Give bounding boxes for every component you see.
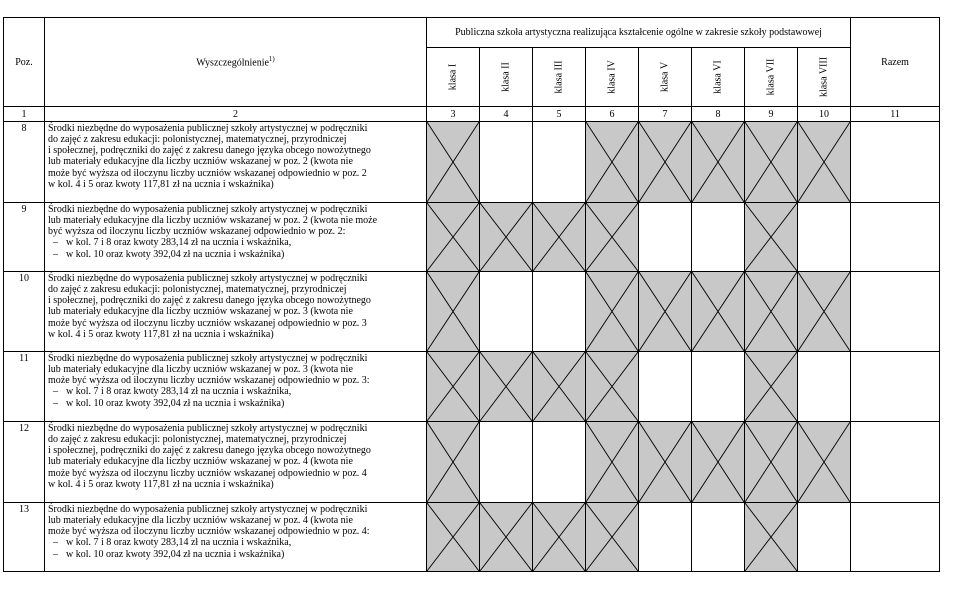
description-line: do zajęć z zakresu edukacji: polonistycznej, matematycznej, przyrodniczej [48, 134, 347, 146]
description-line: w kol. 4 i 5 oraz kwoty 117,81 zł na ucznia i wskaźnika) [48, 478, 274, 490]
cross-mark-icon [692, 272, 744, 351]
crossed-cell-class-4 [586, 122, 639, 203]
header-class-3 [533, 48, 586, 107]
header-class-label: klasa VII [765, 58, 777, 96]
cross-mark-icon [745, 272, 797, 351]
crossed-cell-class-8 [798, 422, 851, 503]
description-line: w kol. 4 i 5 oraz kwoty 117,81 zł na ucznia i wskaźnika) [48, 178, 274, 190]
description-line: lub materiały edukacyjne dla liczby uczniów wskazanej w poz. 3 (kwota nie [48, 364, 353, 376]
row-description [45, 503, 427, 572]
razem-cell [851, 203, 940, 272]
header-class-2 [480, 48, 533, 107]
row-position: 9 [4, 203, 45, 272]
crossed-cell-class-2 [480, 503, 533, 572]
cross-mark-icon [639, 122, 691, 202]
crossed-cell-class-4 [586, 503, 639, 572]
description-line: może być wyższa od iloczynu liczby uczniów wskazanej odpowiednio w poz. 3 [48, 317, 367, 329]
column-number-6: 6 [586, 107, 639, 122]
crossed-cell-class-7 [745, 352, 798, 422]
empty-cell-class-3 [533, 122, 586, 203]
crossed-cell-class-7 [745, 503, 798, 572]
dash-bullet: – [53, 537, 58, 549]
description-dash-item: – w kol. 7 i 8 oraz kwoty 283,14 zł na ucznia i wskaźnika, [53, 386, 292, 398]
cross-mark-icon [586, 122, 638, 202]
crossed-cell-class-1 [427, 422, 480, 503]
crossed-cell-class-6 [692, 272, 745, 352]
cross-mark-icon [427, 503, 479, 571]
empty-cell-class-8 [798, 203, 851, 272]
cross-mark-icon [480, 203, 532, 271]
description-line: do zajęć z zakresu edukacji: polonistycznej, matematycznej, przyrodniczej [48, 434, 347, 446]
column-number-8: 8 [692, 107, 745, 122]
column-number-10: 10 [798, 107, 851, 122]
crossed-cell-class-1 [427, 503, 480, 572]
description-line: może być wyższa od iloczynu liczby uczniów wskazanej odpowiednio w poz. 4: [48, 526, 370, 538]
description-dash-item: – w kol. 10 oraz kwoty 392,04 zł na ucznia i wskaźnika) [53, 548, 285, 560]
crossed-cell-class-4 [586, 203, 639, 272]
header-poz: Poz. [4, 18, 45, 107]
description-line: i społecznej, podręczniki do zajęć z zakresu danego języka obcego nowożytnego [48, 295, 371, 307]
header-class-label: klasa IV [606, 60, 618, 94]
empty-cell-class-3 [533, 422, 586, 503]
cross-mark-icon [798, 422, 850, 502]
description-line: i społecznej, podręczniki do zajęć z zakresu danego języka obcego nowożytnego [48, 145, 371, 157]
cross-mark-icon [533, 352, 585, 421]
header-class-label: klasa III [553, 60, 565, 94]
column-number-5: 5 [533, 107, 586, 122]
crossed-cell-class-7 [745, 203, 798, 272]
cross-mark-icon [745, 203, 797, 271]
cross-mark-icon [692, 422, 744, 502]
crossed-cell-class-8 [798, 272, 851, 352]
header-class-1 [427, 48, 480, 107]
header-razem: Razem [851, 18, 940, 107]
empty-cell-class-2 [480, 422, 533, 503]
description-line: Środki niezbędne do wyposażenia publicznej szkoły artystycznej w podręczniki [48, 423, 368, 434]
razem-cell [851, 503, 940, 572]
row-description [45, 422, 427, 503]
row-description [45, 272, 427, 352]
cross-mark-icon [586, 352, 638, 421]
description-line: i społecznej, podręczniki do zajęć z zakresu danego języka obcego nowożytnego [48, 445, 371, 457]
empty-cell-class-8 [798, 503, 851, 572]
row-description [45, 352, 427, 422]
empty-cell-class-3 [533, 272, 586, 352]
dash-bullet: – [53, 248, 58, 260]
header-class-4 [586, 48, 639, 107]
description-dash-item: – w kol. 7 i 8 oraz kwoty 283,14 zł na ucznia i wskaźnika, [53, 237, 292, 249]
table-row [4, 272, 940, 352]
row-description [45, 122, 427, 203]
header-class-label: klasa VIII [818, 56, 830, 98]
crossed-cell-class-3 [533, 352, 586, 422]
cross-mark-icon [639, 422, 691, 502]
header-class-5 [639, 48, 692, 107]
column-number-7: 7 [639, 107, 692, 122]
cross-mark-icon [745, 352, 797, 421]
dash-bullet: – [53, 386, 58, 398]
description-line: może być wyższa od iloczynu liczby uczniów wskazanej odpowiednio w poz. 4 [48, 467, 367, 479]
crossed-cell-class-4 [586, 272, 639, 352]
allocation-table [3, 17, 940, 572]
crossed-cell-class-7 [745, 122, 798, 203]
razem-cell [851, 122, 940, 203]
empty-cell-class-6 [692, 203, 745, 272]
description-line: może być wyższa od iloczynu liczby uczniów wskazanej odpowiednio w poz. 2 [48, 167, 367, 179]
cross-mark-icon [692, 122, 744, 202]
crossed-cell-class-7 [745, 272, 798, 352]
empty-cell-class-6 [692, 352, 745, 422]
cross-mark-icon [586, 203, 638, 271]
cross-mark-icon [798, 272, 850, 351]
header-row-top [4, 18, 940, 48]
row-position: 10 [4, 272, 45, 352]
dash-bullet: – [53, 548, 58, 560]
crossed-cell-class-3 [533, 203, 586, 272]
empty-cell-class-5 [639, 503, 692, 572]
description-dash-item: – w kol. 7 i 8 oraz kwoty 283,14 zł na ucznia i wskaźnika, [53, 537, 292, 549]
header-class-6 [692, 48, 745, 107]
cross-mark-icon [745, 422, 797, 502]
column-number-3: 3 [427, 107, 480, 122]
empty-cell-class-5 [639, 352, 692, 422]
crossed-cell-class-4 [586, 352, 639, 422]
header-footnote-mark: 1) [268, 55, 275, 64]
table-row [4, 352, 940, 422]
crossed-cell-class-6 [692, 122, 745, 203]
crossed-cell-class-2 [480, 203, 533, 272]
column-number-4: 4 [480, 107, 533, 122]
description-line: lub materiały edukacyjne dla liczby uczniów wskazanej w poz. 2 (kwota nie [48, 156, 353, 168]
column-number-9: 9 [745, 107, 798, 122]
header-class-label: klasa VI [712, 60, 724, 94]
cross-mark-icon [533, 203, 585, 271]
razem-cell [851, 352, 940, 422]
table-row [4, 122, 940, 203]
header-class-7 [745, 48, 798, 107]
description-line: Środki niezbędne do wyposażenia publicznej szkoły artystycznej w podręczniki [48, 273, 368, 284]
header-description [45, 18, 427, 107]
razem-cell [851, 422, 940, 503]
cross-mark-icon [745, 122, 797, 202]
empty-cell-class-8 [798, 352, 851, 422]
row-position: 11 [4, 352, 45, 422]
description-line: lub materiały edukacyjne dla liczby uczniów wskazanej w poz. 2 (kwota nie może [48, 215, 378, 227]
crossed-cell-class-5 [639, 122, 692, 203]
empty-cell-class-5 [639, 203, 692, 272]
document-page [3, 17, 940, 572]
description-line: lub materiały edukacyjne dla liczby uczniów wskazanej w poz. 4 (kwota nie [48, 515, 353, 527]
description-line: lub materiały edukacyjne dla liczby uczniów wskazanej w poz. 3 (kwota nie [48, 306, 353, 318]
description-line: Środki niezbędne do wyposażenia publicznej szkoły artystycznej w podręczniki [48, 204, 368, 215]
dash-bullet: – [53, 397, 58, 409]
row-position: 13 [4, 503, 45, 572]
description-line: być wyższa od iloczynu liczby uczniów wskazanej odpowiednio w poz. 2: [48, 226, 346, 238]
crossed-cell-class-7 [745, 422, 798, 503]
crossed-cell-class-6 [692, 422, 745, 503]
crossed-cell-class-1 [427, 203, 480, 272]
row-description [45, 203, 427, 272]
description-line: Środki niezbędne do wyposażenia publicznej szkoły artystycznej w podręczniki [48, 123, 368, 134]
header-description-text: Wyszczególnienie [196, 57, 269, 69]
header-class-label: klasa I [447, 63, 459, 91]
cross-mark-icon [586, 422, 638, 502]
header-school-group: Publiczna szkoła artystyczna realizująca kształcenie ogólne w zakresie szkoły podstawowej [427, 18, 851, 48]
description-dash-item: – w kol. 10 oraz kwoty 392,04 zł na ucznia i wskaźnika) [53, 248, 285, 260]
header-class-label: klasa V [659, 61, 671, 93]
description-line: może być wyższa od iloczynu liczby uczniów wskazanej odpowiednio w poz. 3: [48, 375, 370, 387]
cross-mark-icon [427, 122, 479, 202]
description-line: lub materiały edukacyjne dla liczby uczniów wskazanej w poz. 4 (kwota nie [48, 456, 353, 468]
crossed-cell-class-1 [427, 272, 480, 352]
header-class-8 [798, 48, 851, 107]
cross-mark-icon [798, 122, 850, 202]
row-position: 12 [4, 422, 45, 503]
empty-cell-class-2 [480, 272, 533, 352]
crossed-cell-class-4 [586, 422, 639, 503]
column-number-2: 2 [45, 107, 427, 122]
header-class-label: klasa II [500, 62, 512, 92]
cross-mark-icon [427, 422, 479, 502]
cross-mark-icon [533, 503, 585, 571]
description-line: Środki niezbędne do wyposażenia publicznej szkoły artystycznej w podręczniki [48, 353, 368, 364]
razem-cell [851, 272, 940, 352]
row-position: 8 [4, 122, 45, 203]
crossed-cell-class-1 [427, 122, 480, 203]
cross-mark-icon [427, 203, 479, 271]
description-line: Środki niezbędne do wyposażenia publicznej szkoły artystycznej w podręczniki [48, 504, 368, 515]
dash-bullet: – [53, 237, 58, 249]
column-number-row [4, 107, 940, 122]
cross-mark-icon [586, 272, 638, 351]
crossed-cell-class-3 [533, 503, 586, 572]
cross-mark-icon [427, 272, 479, 351]
cross-mark-icon [745, 503, 797, 571]
table-body [4, 122, 940, 572]
table-row [4, 422, 940, 503]
description-line: do zajęć z zakresu edukacji: polonistycznej, matematycznej, przyrodniczej [48, 284, 347, 296]
cross-mark-icon [427, 352, 479, 421]
crossed-cell-class-1 [427, 352, 480, 422]
cross-mark-icon [480, 352, 532, 421]
description-line: w kol. 4 i 5 oraz kwoty 117,81 zł na ucznia i wskaźnika) [48, 328, 274, 340]
crossed-cell-class-8 [798, 122, 851, 203]
description-dash-item: – w kol. 10 oraz kwoty 392,04 zł na ucznia i wskaźnika) [53, 397, 285, 409]
crossed-cell-class-5 [639, 272, 692, 352]
column-number-11: 11 [851, 107, 940, 122]
table-row [4, 203, 940, 272]
cross-mark-icon [480, 503, 532, 571]
cross-mark-icon [586, 503, 638, 571]
column-number-1: 1 [4, 107, 45, 122]
empty-cell-class-6 [692, 503, 745, 572]
crossed-cell-class-2 [480, 352, 533, 422]
cross-mark-icon [639, 272, 691, 351]
table-row [4, 503, 940, 572]
crossed-cell-class-5 [639, 422, 692, 503]
empty-cell-class-2 [480, 122, 533, 203]
